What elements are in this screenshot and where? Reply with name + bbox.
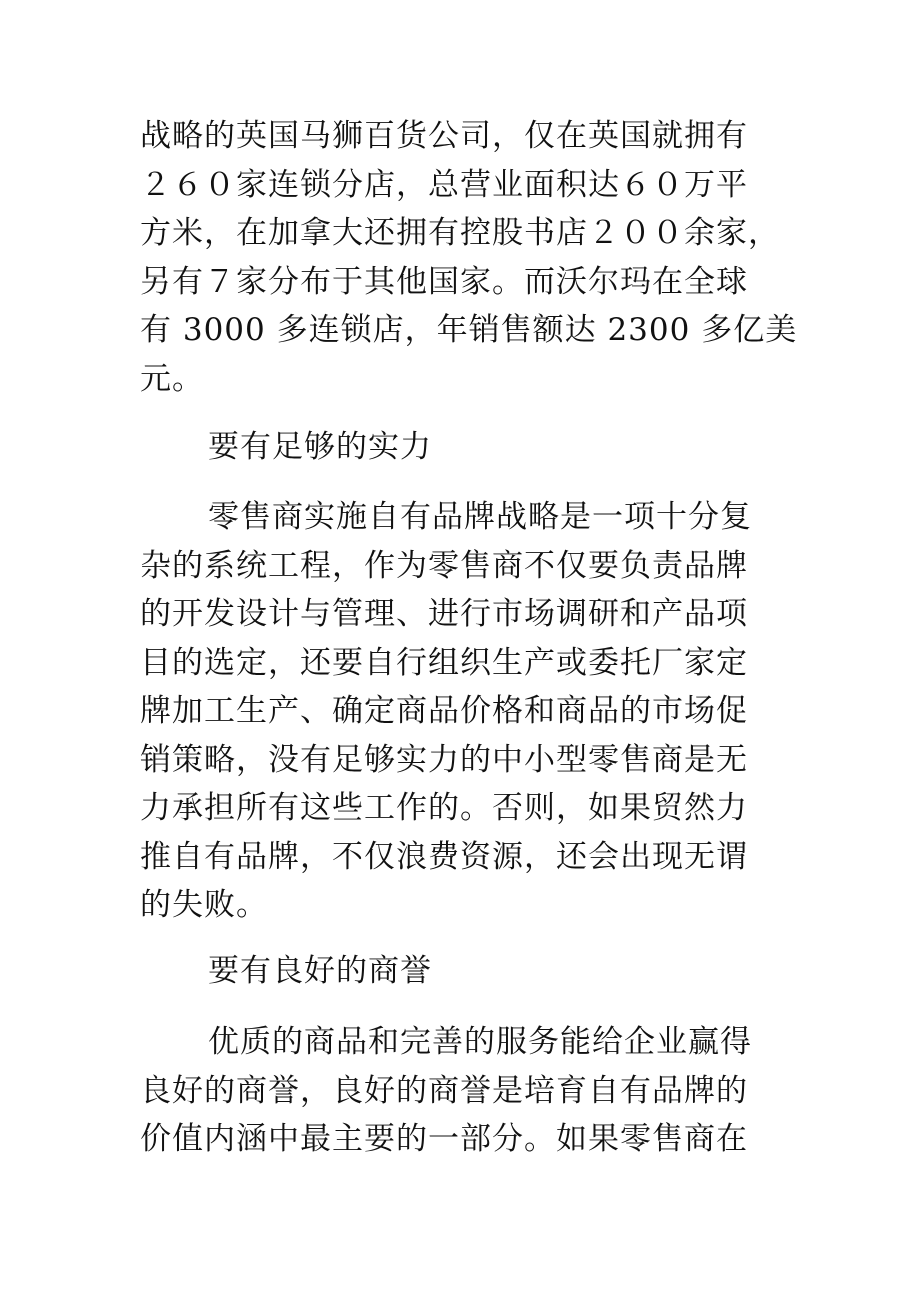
section-heading-text: 要有足够的实力 [208,429,432,465]
paragraph-line: 战略的英国马狮百货公司，仅在英国就拥有 [140,118,748,154]
paragraph-line: 推自有品牌，不仅浪费资源，还会出现无谓 [140,838,748,875]
paragraph-retail-chain-scale [140,112,800,403]
paragraph-line: 有 3000 多连锁店，年销售额达 2300 多亿美 [140,312,798,348]
paragraph-line: 方米，在加拿大还拥有控股书店２００余家， [140,215,780,251]
section-heading-text: 要有良好的商誉 [208,953,432,989]
paragraph-line: 的开发设计与管理、进行市场调研和产品项 [140,596,748,632]
paragraph-private-brand-strategy [140,493,800,930]
paragraph-line: 力承担所有这些工作的。否则，如果贸然力 [140,790,748,826]
paragraph-line: 牌加工生产、确定商品价格和商品的市场促 [140,693,748,729]
paragraph-line: 良好的商誉，良好的商誉是培育自有品牌的 [140,1072,748,1109]
paragraph-line: 目的选定，还要自行组织生产或委托厂家定 [140,644,748,681]
paragraph-line: 杂的系统工程，作为零售商不仅要负责品牌 [140,547,748,584]
paragraph-line: 优质的商品和完善的服务能给企业赢得 [208,1024,752,1060]
paragraph-line: 另有７家分布于其他国家。而沃尔玛在全球 [140,263,748,300]
paragraph-line: 的失败。 [140,887,268,923]
paragraph-line: ２６０家连锁分店，总营业面积达６０万平 [140,166,748,203]
paragraph-line: 零售商实施自有品牌战略是一项十分复 [208,499,752,535]
paragraph-line: 元。 [140,360,204,397]
section-heading-reputation [140,947,800,996]
paragraph-line: 销策略，没有足够实力的中小型零售商是无 [140,741,748,778]
paragraph-line: 价值内涵中最主要的一部分。如果零售商在 [140,1121,748,1157]
paragraph-goodwill [140,1018,800,1164]
section-heading-strength [140,423,800,472]
